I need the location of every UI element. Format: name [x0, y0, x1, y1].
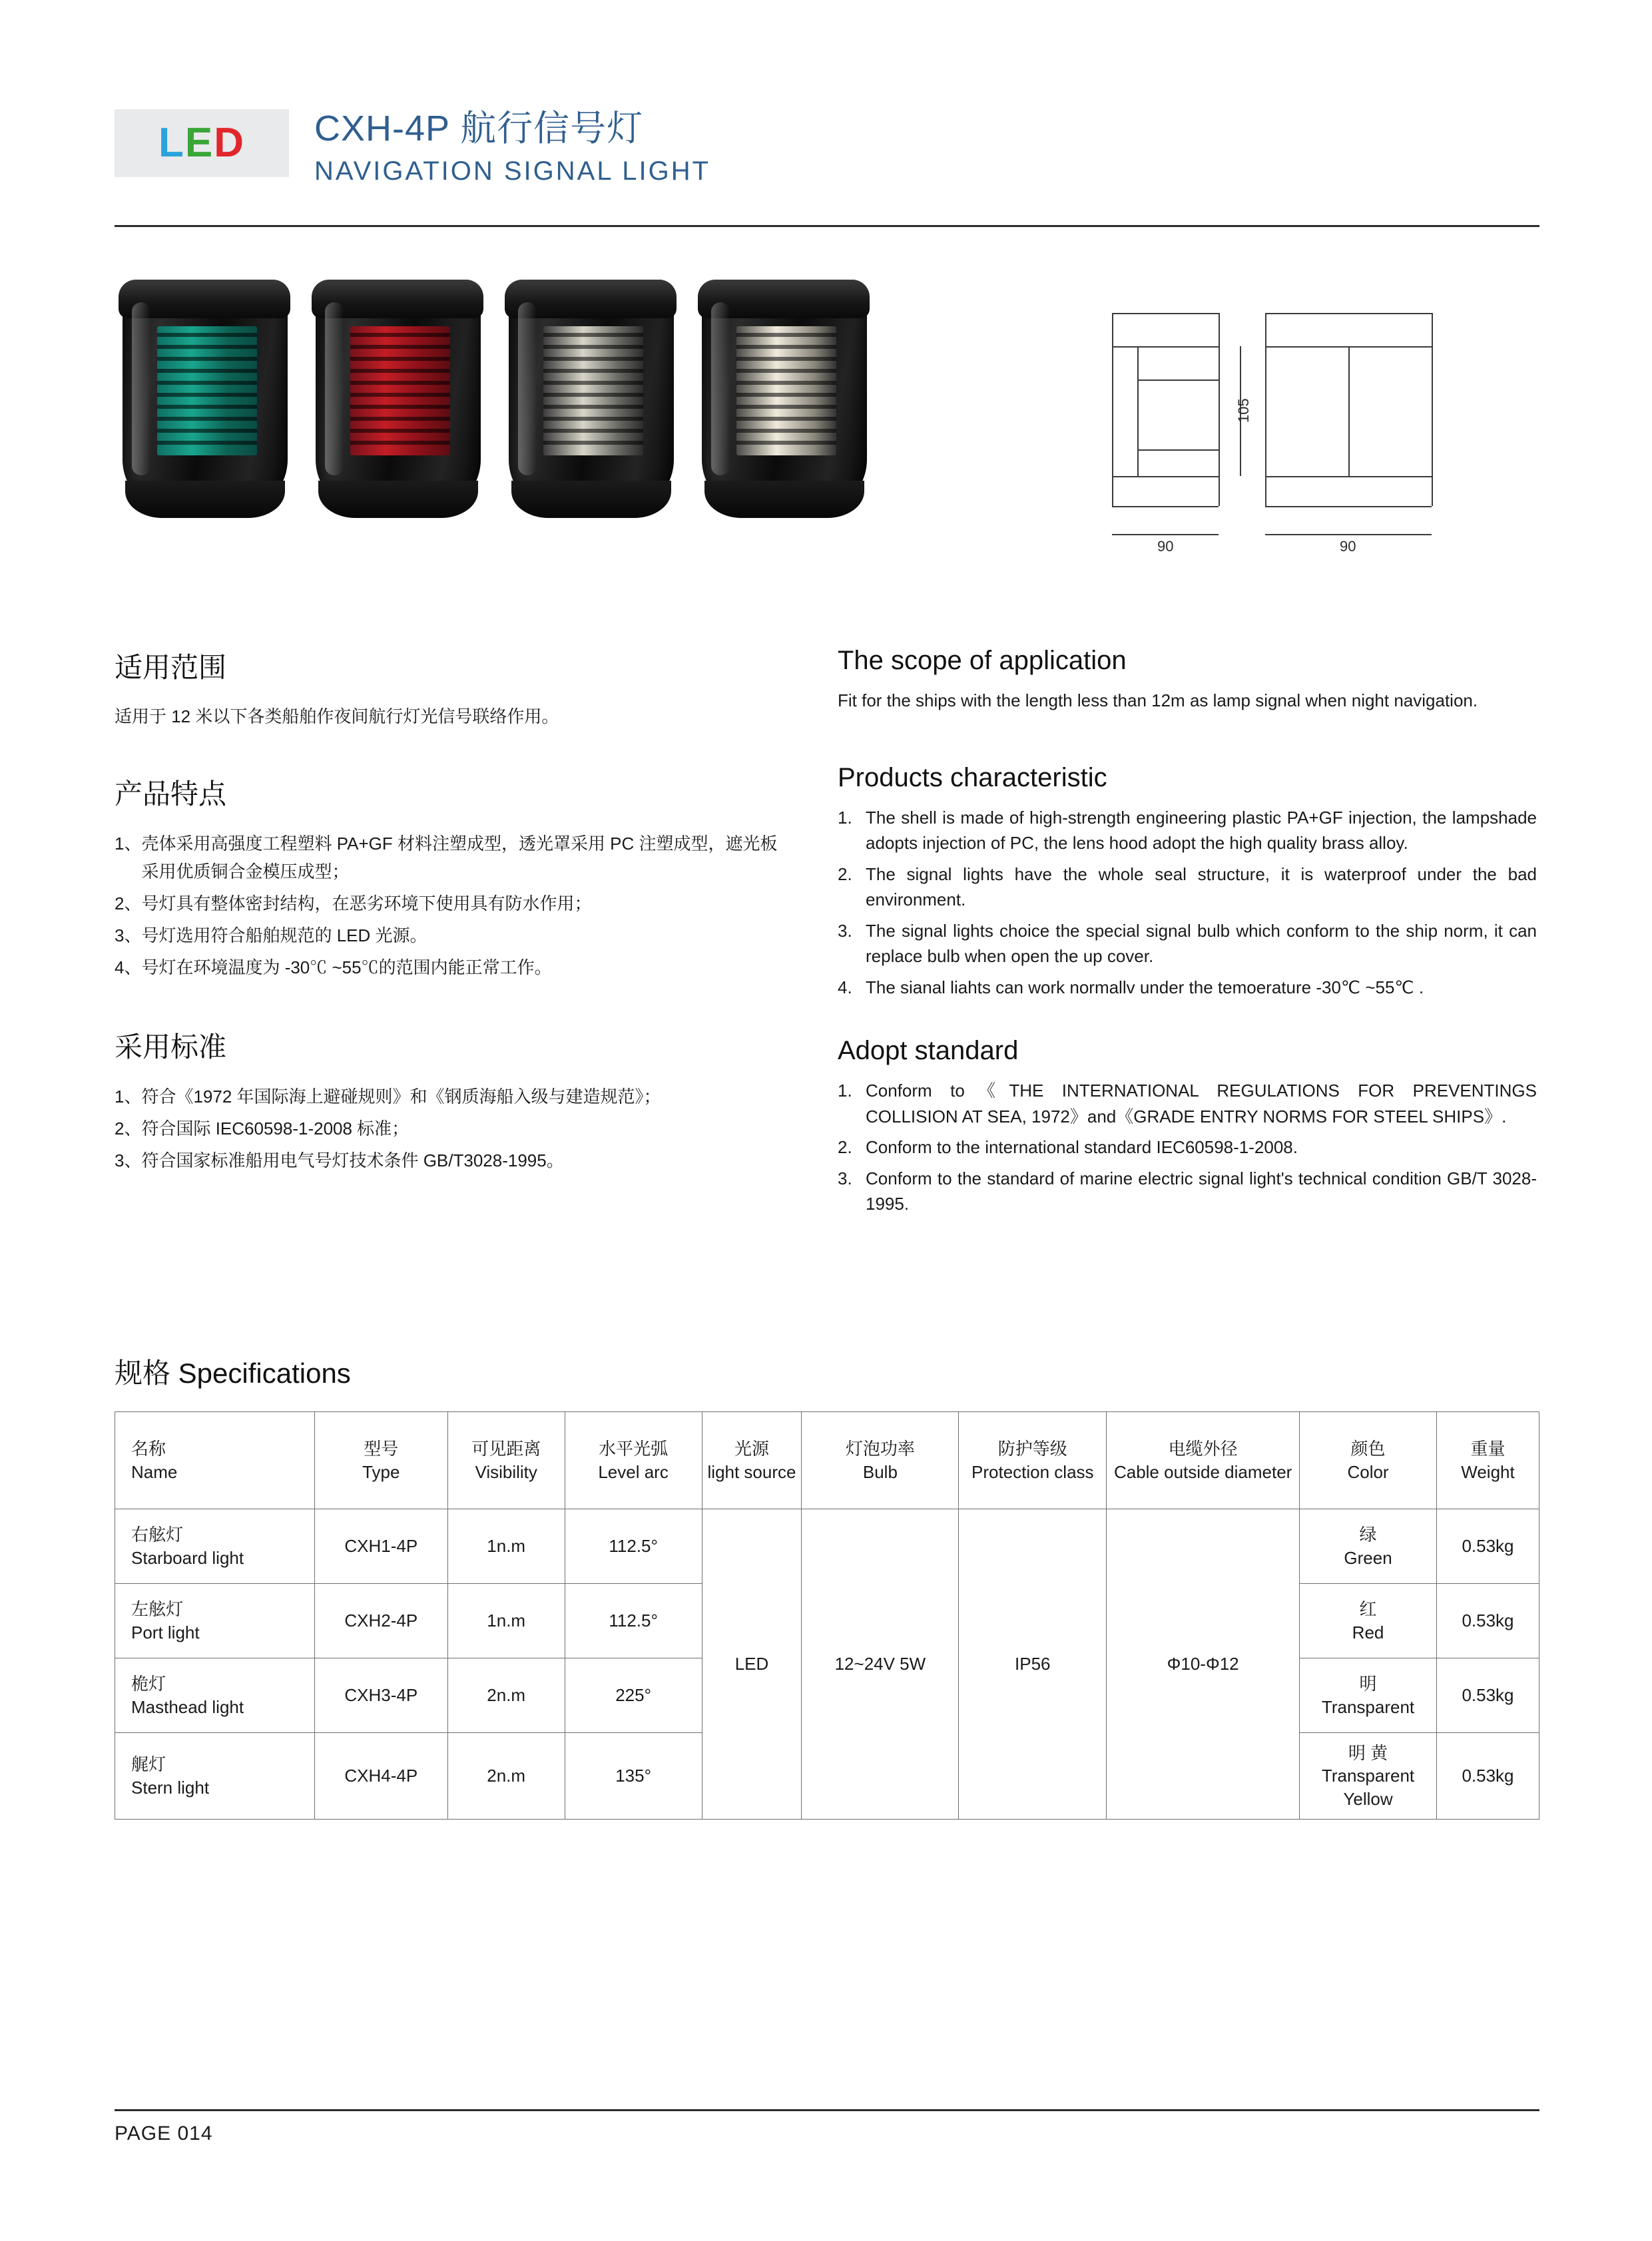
- col-header-protection: [959, 1412, 1107, 1509]
- col-header-bulb: [802, 1412, 959, 1509]
- logo-letter-d: D: [214, 120, 245, 166]
- dim-width-side-label: 90: [1157, 538, 1174, 555]
- list-item-text: Conform to the international standard IEC60598-1-2008.: [866, 1137, 1298, 1158]
- page-title-en: NAVIGATION SIGNAL LIGHT: [314, 156, 711, 186]
- spec-header-row: [115, 1412, 1539, 1509]
- cell-color: [1300, 1658, 1437, 1733]
- list-item-number: 4.: [838, 977, 852, 997]
- cell-weight: 0.53kg: [1437, 1658, 1539, 1733]
- spec-section-title: 规格 Specifications: [115, 1358, 351, 1389]
- cell-name-en: Masthead light: [131, 1696, 244, 1717]
- list-item: [115, 921, 780, 949]
- spec-table-wrapper: [115, 1411, 1539, 1820]
- cell-name: [115, 1509, 315, 1584]
- col-header-visibility-cn: 可见距离: [471, 1439, 541, 1459]
- list-item-number: 3、: [115, 925, 142, 945]
- cell-color-en: Green: [1344, 1547, 1392, 1568]
- list-item: [115, 1115, 780, 1142]
- list-item: [115, 953, 780, 981]
- list-item-text: The sianal liahts can work normallv under the temoerature -30℃ ~55℃ .: [866, 977, 1424, 997]
- col-header-weight-en: Weight: [1461, 1461, 1515, 1482]
- list-item-number: 3.: [838, 920, 852, 941]
- list-item-number: 2.: [838, 1137, 852, 1158]
- list-item: [838, 918, 1537, 969]
- product-photo-starboard: [115, 280, 296, 519]
- col-header-light-source-en: light source: [707, 1461, 796, 1482]
- col-header-cable-diameter: [1107, 1412, 1300, 1509]
- list-item-text: 号灯选用符合船舶规范的 LED 光源。: [141, 925, 427, 945]
- list-item: [838, 975, 1537, 1000]
- led-logo: [115, 109, 289, 177]
- cell-color-cn: 明 黄: [1348, 1743, 1388, 1764]
- cell-visibility: 2n.m: [447, 1733, 565, 1820]
- list-item-text: 符合《1972 年国际海上避碰规则》和《钢质海船入级与建造规范》；: [141, 1087, 661, 1107]
- dimension-drawing: [1099, 300, 1538, 559]
- cell-color-en: Transparent: [1321, 1696, 1415, 1717]
- list-item: [838, 805, 1537, 856]
- cell-type: CXH4-4P: [314, 1733, 447, 1820]
- col-header-cable-diameter-en: Cable outside diameter: [1113, 1461, 1292, 1482]
- page-header: [115, 100, 1539, 206]
- col-header-level-arc-cn: 水平光弧: [599, 1439, 669, 1459]
- product-photo-port: [308, 280, 489, 519]
- features-list-en: [838, 805, 1537, 1000]
- col-header-protection-cn: 防护等级: [997, 1439, 1067, 1459]
- list-item-text: The signal lights choice the special signal bulb which conform to the ship norm, it can replace bulb when open the up cover.: [866, 920, 1537, 967]
- list-item: [115, 1146, 780, 1174]
- list-item-text: The signal lights have the whole seal structure, it is waterproof under the bad environment.: [866, 864, 1537, 910]
- header-divider: [115, 225, 1539, 227]
- cell-bulb: 12~24V 5W: [802, 1509, 959, 1820]
- list-item-text: The shell is made of high-strength engineering plastic PA+GF injection, the lampshade adopts injection of PC, the lens hood adopt the high quality brass alloy.: [866, 808, 1537, 854]
- list-item: [838, 1078, 1537, 1129]
- right-text-column: [838, 646, 1537, 1222]
- cell-level-arc: 135°: [565, 1733, 702, 1820]
- cell-type: CXH2-4P: [314, 1584, 447, 1658]
- cell-type: CXH3-4P: [314, 1658, 447, 1733]
- list-item: [838, 862, 1537, 913]
- col-header-type: [314, 1412, 447, 1509]
- cell-name-cn: 右舷灯: [131, 1524, 184, 1545]
- lens-red: [350, 326, 450, 455]
- list-item-text: 号灯在环境温度为 -30℃ ~55℃的范围内能正常工作。: [141, 957, 552, 978]
- lens-transparent-yellow: [736, 326, 836, 455]
- col-header-color-en: Color: [1347, 1461, 1389, 1482]
- col-header-weight: [1437, 1412, 1539, 1509]
- cell-color: [1300, 1584, 1437, 1658]
- page-number: PAGE 014: [115, 2122, 213, 2144]
- page-title-cn: CXH-4P 航行信号灯: [314, 109, 644, 148]
- footer-divider: [115, 2109, 1539, 2111]
- list-item-number: 2.: [838, 864, 852, 884]
- standard-list-cn: [115, 1083, 780, 1174]
- col-header-color: [1300, 1412, 1437, 1509]
- standard-title-en: Adopt standard: [838, 1036, 1019, 1066]
- col-header-name: [115, 1412, 315, 1509]
- cell-color: [1300, 1509, 1437, 1584]
- standard-list-en: [838, 1078, 1537, 1216]
- cell-type: CXH1-4P: [314, 1509, 447, 1584]
- cell-name-en: Stern light: [131, 1777, 210, 1798]
- col-header-type-cn: 型号: [364, 1439, 399, 1459]
- title-block: [314, 100, 710, 186]
- list-item-number: 1、: [115, 833, 142, 854]
- col-header-visibility: [447, 1412, 565, 1509]
- scope-body-cn: 适用于 12 米以下各类船舶作夜间航行灯光信号联络作用。: [115, 706, 559, 726]
- cell-color-cn: 红: [1359, 1599, 1377, 1620]
- spec-table-head: [115, 1412, 1539, 1509]
- cell-weight: 0.53kg: [1437, 1509, 1539, 1584]
- col-header-bulb-cn: 灯泡功率: [845, 1439, 915, 1459]
- cell-weight: 0.53kg: [1437, 1733, 1539, 1820]
- list-item-number: 2、: [115, 1119, 142, 1139]
- col-header-cable-diameter-cn: 电缆外径: [1168, 1439, 1238, 1459]
- col-header-type-en: Type: [362, 1461, 400, 1482]
- product-photo-row: [115, 280, 854, 533]
- list-item-number: 2、: [115, 893, 142, 913]
- list-item-number: 3、: [115, 1150, 142, 1171]
- cell-light-source: LED: [702, 1509, 802, 1820]
- lens-transparent: [543, 326, 643, 455]
- spec-table: [115, 1411, 1539, 1820]
- cell-name: [115, 1658, 315, 1733]
- cell-name-cn: 左舷灯: [131, 1599, 184, 1619]
- list-item-text: 符合国际 IEC60598-1-2008 标准；: [141, 1119, 410, 1139]
- standard-title-cn: 采用标准: [115, 1031, 227, 1063]
- cell-level-arc: 225°: [565, 1658, 702, 1733]
- table-row: [115, 1509, 1539, 1584]
- cell-color-en: Red: [1352, 1622, 1384, 1642]
- col-header-color-cn: 颜色: [1350, 1439, 1386, 1459]
- col-header-light-source: [702, 1412, 802, 1509]
- features-title-cn: 产品特点: [115, 778, 227, 810]
- lens-green: [157, 326, 257, 455]
- cell-name-en: Starboard light: [131, 1547, 244, 1568]
- cell-color-cn: 明: [1359, 1674, 1377, 1694]
- dim-width-front-label: 90: [1340, 538, 1356, 555]
- cell-name: [115, 1733, 315, 1820]
- list-item-text: 号灯具有整体密封结构，在恶劣环境下使用具有防水作用；: [141, 893, 592, 913]
- cell-visibility: 1n.m: [447, 1509, 565, 1584]
- features-title-en: Products characteristic: [838, 763, 1107, 792]
- product-photo-masthead: [501, 280, 682, 519]
- cell-weight: 0.53kg: [1437, 1584, 1539, 1658]
- features-list-cn: [115, 830, 780, 982]
- list-item-text: Conform to the standard of marine electric signal light's technical condition GB/T 3028-1995.: [866, 1168, 1537, 1214]
- list-item-number: 1、: [115, 1087, 142, 1107]
- col-header-light-source-cn: 光源: [734, 1439, 769, 1459]
- cell-name: [115, 1584, 315, 1658]
- cell-cable-diameter: Φ10-Φ12: [1107, 1509, 1300, 1820]
- col-header-name-cn: 名称: [131, 1439, 166, 1459]
- logo-letter-l: L: [158, 120, 185, 166]
- col-header-level-arc-en: Level arc: [598, 1461, 669, 1482]
- col-header-bulb-en: Bulb: [862, 1461, 898, 1482]
- cell-color: [1300, 1733, 1437, 1820]
- scope-title-en: The scope of application: [838, 646, 1127, 675]
- spec-table-body: [115, 1509, 1539, 1820]
- list-item: [115, 1083, 780, 1111]
- product-photo-stern: [694, 280, 875, 519]
- cell-color-cn: 绿: [1359, 1525, 1377, 1545]
- cell-visibility: 1n.m: [447, 1584, 565, 1658]
- cell-name-en: Port light: [131, 1622, 200, 1642]
- logo-letter-e: E: [184, 120, 214, 166]
- cell-level-arc: 112.5°: [565, 1509, 702, 1584]
- dim-height-label: 105: [1235, 398, 1252, 423]
- list-item: [115, 830, 780, 885]
- list-item: [115, 889, 780, 917]
- list-item-text: 壳体采用高强度工程塑料 PA+GF 材料注塑成型，透光罩采用 PC 注塑成型，遮光板采用优质铜合金模压成型；: [141, 833, 778, 881]
- col-header-weight-cn: 重量: [1470, 1439, 1506, 1459]
- list-item-text: 符合国家标准船用电气号灯技术条件 GB/T3028-1995。: [141, 1150, 564, 1171]
- cell-color-en: Transparent Yellow: [1321, 1766, 1415, 1809]
- cell-level-arc: 112.5°: [565, 1584, 702, 1658]
- list-item: [838, 1166, 1537, 1217]
- cell-protection-class: IP56: [959, 1509, 1107, 1820]
- list-item-number: 3.: [838, 1168, 852, 1188]
- cell-name-cn: 桅灯: [131, 1673, 166, 1694]
- cell-visibility: 2n.m: [447, 1658, 565, 1733]
- list-item-number: 1.: [838, 1081, 852, 1101]
- col-header-name-en: Name: [131, 1461, 178, 1482]
- left-text-column: [115, 646, 780, 1178]
- col-header-visibility-en: Visibility: [475, 1461, 537, 1482]
- list-item-number: 1.: [838, 808, 852, 828]
- list-item-number: 4、: [115, 957, 142, 978]
- cell-name-cn: 艉灯: [131, 1754, 166, 1774]
- list-item: [838, 1134, 1537, 1160]
- col-header-protection-en: Protection class: [971, 1461, 1094, 1482]
- list-item-text: Conform to《THE INTERNATIONAL REGULATIONS FOR PREVENTINGS COLLISION AT SEA, 1972》and《GRADE ENTRY NORMS FOR STEEL SHIPS》.: [866, 1081, 1537, 1126]
- scope-body-en: Fit for the ships with the length less than 12m as lamp signal when night navigation.: [838, 690, 1478, 710]
- scope-title-cn: 适用范围: [115, 652, 227, 683]
- col-header-level-arc: [565, 1412, 702, 1509]
